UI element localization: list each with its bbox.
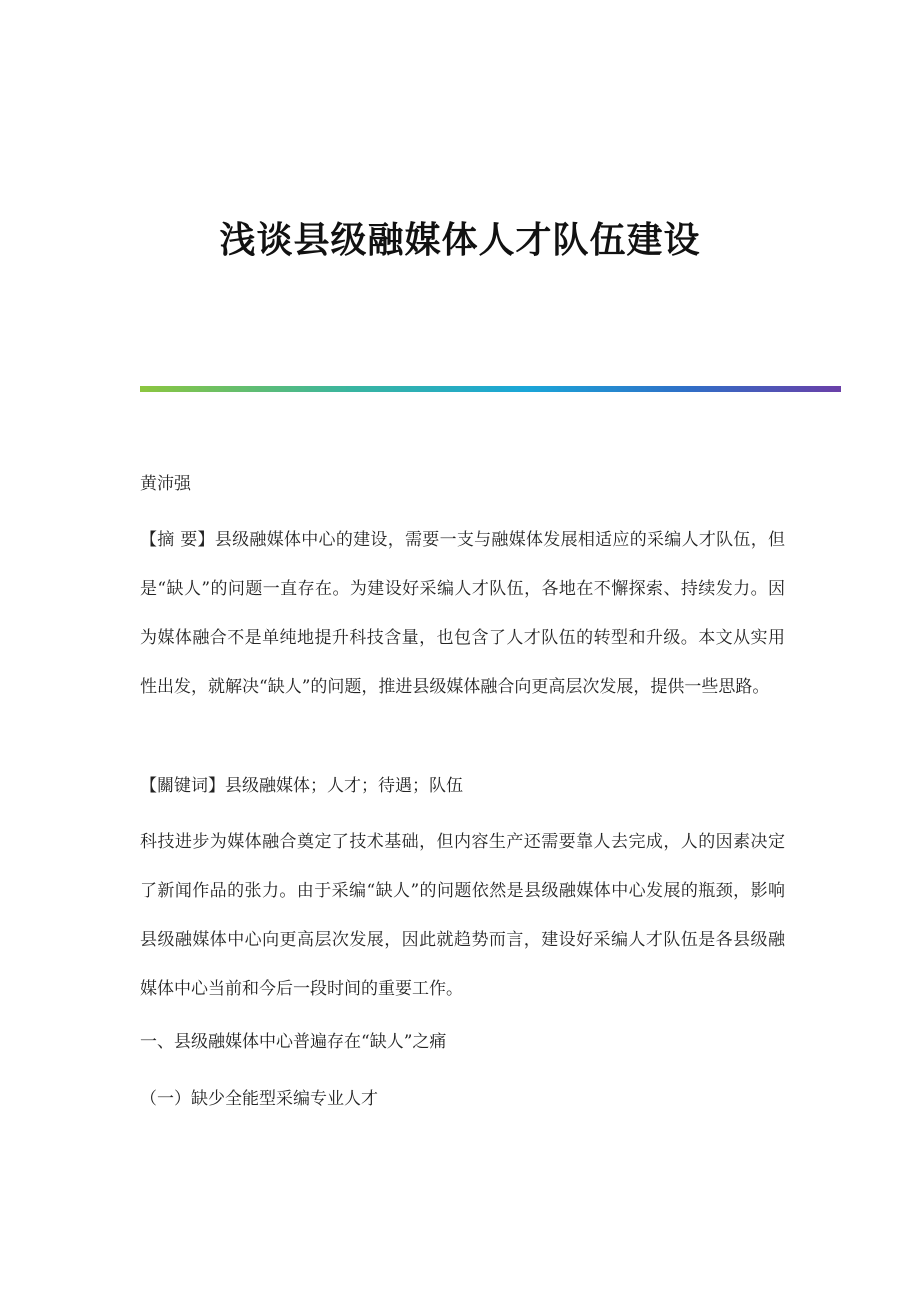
author-name: 黄沛强 [140, 474, 191, 494]
document-title: 浅谈县级融媒体人才队伍建设 [219, 219, 701, 261]
gradient-divider [140, 386, 841, 392]
intro-paragraph: 科技进步为媒体融合奠定了技术基础，但内容生产还需要靠人去完成，人的因素决定了新闻作品的张力。由于采编“缺人”的问题依然是县级融媒体中心发展的瓶颈，影响县级融媒体中心向更高层次发展，因此就趋势而言，建设好采编人才队伍是各县级融媒体中心当前和今后一段时间的重要工作。 [140, 832, 785, 999]
abstract-paragraph [140, 516, 785, 712]
keywords-label: 【關键词】 [140, 776, 225, 796]
abstract-text: 县级融媒体中心的建设，需要一支与融媒体发展相适应的采编人才队伍，但是“缺人”的问题一直存在。为建设好采编人才队伍，各地在不懈探索、持续发力。因为媒体融合不是单纯地提升科技含量，也包含了人才队伍的转型和升级。本文从实用性出发，就解决“缺人”的问题，推进县级媒体融合向更高层次发展，提供一些思路。 [140, 530, 786, 697]
keywords-paragraph [140, 762, 785, 811]
section-heading: 一、县级融媒体中心普遍存在“缺人”之痛 [140, 1032, 447, 1052]
subsection-heading: （一）缺少全能型采编专业人才 [140, 1089, 378, 1109]
keywords-text: 县级融媒体；人才；待遇；队伍 [225, 776, 463, 796]
abstract-label: 【摘 要】 [140, 530, 215, 550]
